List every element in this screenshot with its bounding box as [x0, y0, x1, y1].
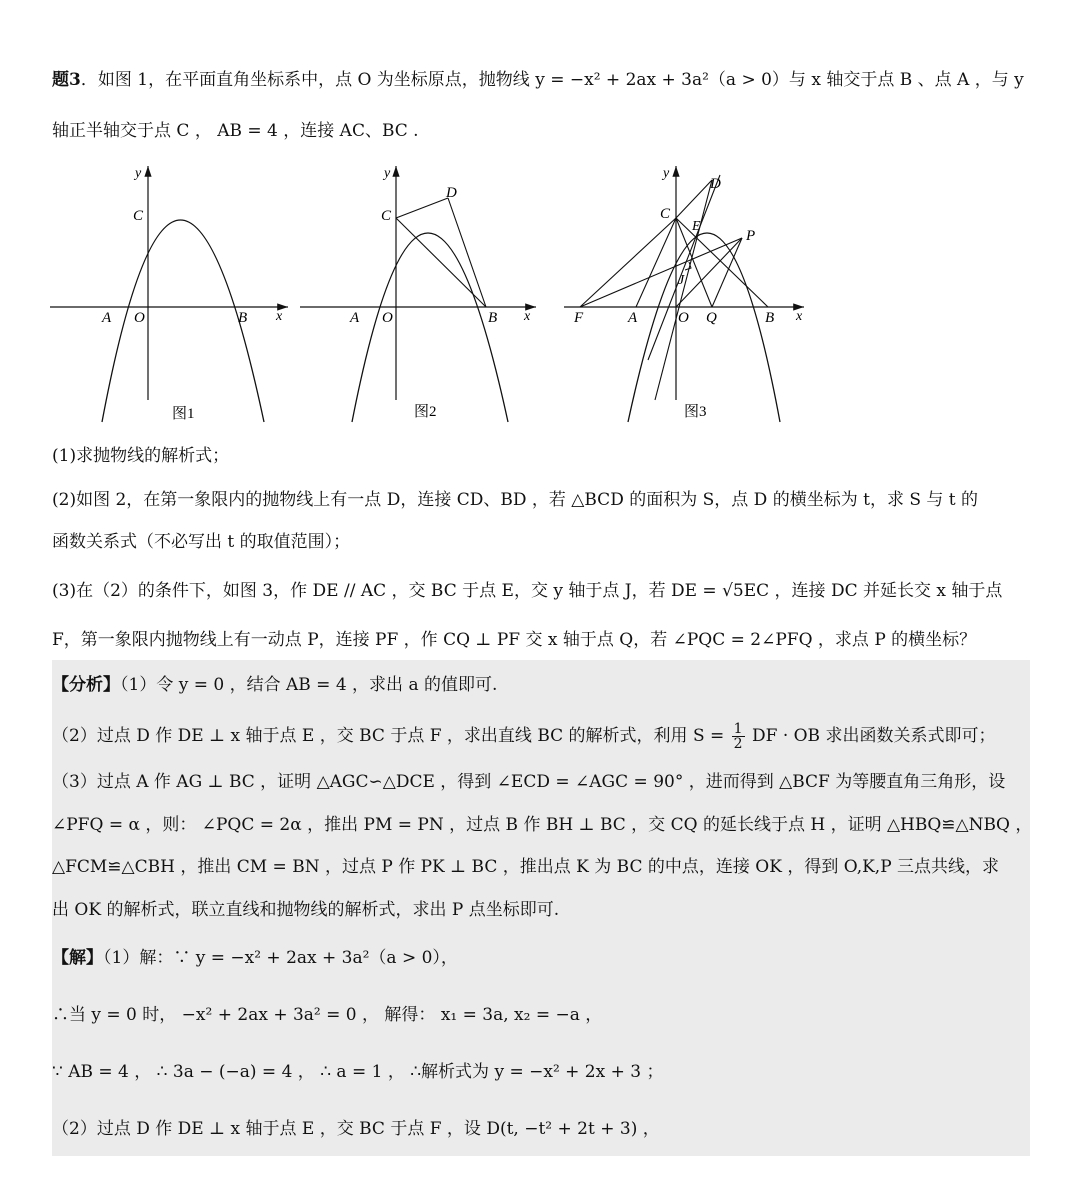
- fig1-caption: 图1: [172, 406, 195, 422]
- analysis-line-1: [52, 674, 497, 696]
- fig2-label-o: O: [382, 310, 393, 326]
- problem-line-2: 轴正半轴交于点 C ， AB = 4 ，连接 AC、BC .: [52, 121, 419, 141]
- problem-text-1: ．如图 1，在平面直角坐标系中，点 O 为坐标原点，抛物线 y = −x² + 2ax + 3a²（a > 0）与 x 轴交于点 B 、点 A ，与 y: [80, 70, 1024, 90]
- fig2-caption: 图2: [414, 404, 437, 420]
- fig3-label-o: O: [678, 310, 689, 326]
- question-1: (1)求抛物线的解析式；: [52, 446, 230, 466]
- fig2-label-d: D: [446, 185, 457, 201]
- fig2-parabola: [352, 233, 508, 422]
- fig3-label-q: Q: [706, 310, 717, 326]
- solution-head: 【解】: [52, 948, 103, 968]
- fig2-label-a: A: [350, 310, 360, 326]
- fig3-label-b: B: [765, 310, 775, 326]
- fig3-line-through-c: [648, 175, 720, 360]
- analysis-line-4: ∠PFQ = α ，则： ∠PQC = 2α ，推出 PM = PN ，过点 B 作 BH ⊥ BC ，交 CQ 的延长线于点 H ，证明 △HBQ≌△NBQ ，: [52, 815, 1033, 835]
- solution-line-3: ∵ AB = 4 ， ∴ 3a − (−a) = 4 ， ∴ a = 1 ， ∴解析式为 y = −x² + 2x + 3 ；: [52, 1062, 664, 1082]
- fraction-denominator: 2: [733, 736, 743, 752]
- analysis-line-2: [52, 722, 995, 751]
- fig1-label-a: A: [102, 310, 112, 326]
- fig3-label-e: E: [692, 219, 701, 234]
- fig3-label-c: C: [660, 206, 671, 222]
- figure-3: [564, 166, 804, 422]
- analysis-line-6: 出 OK 的解析式，联立直线和抛物线的解析式，求出 P 点坐标即可.: [52, 900, 560, 920]
- figures-svg: [40, 160, 870, 430]
- analysis-text-2-pre: （2）过点 D 作 DE ⊥ x 轴于点 E ，交 BC 于点 F ，求出直线 BC 的解析式，利用 S =: [52, 726, 725, 746]
- fig3-label-a: A: [628, 310, 638, 326]
- fig2-label-c: C: [381, 208, 392, 224]
- fig2-label-x: x: [524, 309, 531, 324]
- fig1-label-b: B: [238, 310, 248, 326]
- problem-label: 题3: [52, 70, 81, 90]
- figure-2: [300, 166, 536, 422]
- fraction-one-half: [732, 722, 745, 751]
- figure-1: [50, 166, 288, 422]
- question-3-line-1: (3)在（2）的条件下，如图 3，作 DE // AC ，交 BC 于点 E，交 y 轴于点 J，若 DE = √5EC ，连接 DC 并延长交 x 轴于点: [52, 581, 1003, 601]
- fig1-label-o: O: [134, 310, 145, 326]
- fig2-segment-cb: [396, 218, 486, 307]
- fraction-numerator: 1: [733, 721, 743, 737]
- analysis-head: 【分析】: [52, 675, 120, 695]
- solution-line-1: [52, 947, 458, 969]
- solution-text-1: （1）解：∵ y = −x² + 2ax + 3a²（a > 0），: [103, 948, 458, 968]
- problem-line-1: [52, 69, 1024, 91]
- fig1-label-y: y: [135, 166, 142, 181]
- fig3-label-y: y: [663, 166, 670, 181]
- question-3-line-2: F，第一象限内抛物线上有一动点 P，连接 PF ，作 CQ ⊥ PF 交 x 轴于点 Q，若 ∠PQC = 2∠PFQ ，求点 P 的横坐标？: [52, 630, 977, 650]
- fig2-segment-cd: [396, 198, 448, 218]
- fig3-line-ca: [636, 218, 676, 307]
- question-2-line-2: 函数关系式（不必写出 t 的取值范围）；: [52, 532, 351, 552]
- fig3-caption: 图3: [684, 404, 707, 420]
- analysis-line-5: △FCM≌△CBH ，推出 CM = BN ，过点 P 作 PK ⊥ BC ，推出点 K 为 BC 的中点，连接 OK ，得到 O,K,P 三点共线，求: [52, 857, 1000, 877]
- analysis-text-1: （1）令 y = 0 ，结合 AB = 4 ，求出 a 的值即可.: [120, 675, 498, 695]
- fig1-label-c: C: [133, 208, 144, 224]
- analysis-line-3: （3）过点 A 作 AG ⊥ BC ，证明 △AGC∽△DCE ，得到 ∠ECD = ∠AGC = 90° ，进而得到 △BCF 为等腰直角三角形，设: [52, 772, 1006, 792]
- fig2-label-b: B: [488, 310, 498, 326]
- fig3-line-fc: [580, 218, 676, 307]
- analysis-text-2-post: DF · OB 求出函数关系式即可；: [751, 726, 996, 746]
- fig3-label-j: J: [678, 273, 685, 288]
- question-2-line-1: (2)如图 2，在第一象限内的抛物线上有一点 D，连接 CD、BD ，若 △BCD 的面积为 S，点 D 的横坐标为 t，求 S 与 t 的: [52, 490, 979, 510]
- fig2-label-y: y: [384, 166, 391, 181]
- fig3-label-f: F: [574, 310, 584, 326]
- fig3-parabola: [628, 233, 780, 422]
- fig3-label-p: P: [746, 228, 756, 244]
- fig1-label-x: x: [276, 309, 283, 324]
- solution-line-2: ∴当 y = 0 时， −x² + 2ax + 3a² = 0 ， 解得： x₁ = 3a, x₂ = −a ，: [52, 1005, 603, 1025]
- fig3-label-d: D: [710, 176, 721, 192]
- fig3-label-x: x: [796, 309, 803, 324]
- fig3-line-fp: [580, 238, 742, 307]
- solution-line-4: （2）过点 D 作 DE ⊥ x 轴于点 E ，交 BC 于点 F ，设 D(t, −t² + 2t + 3) ，: [52, 1119, 660, 1139]
